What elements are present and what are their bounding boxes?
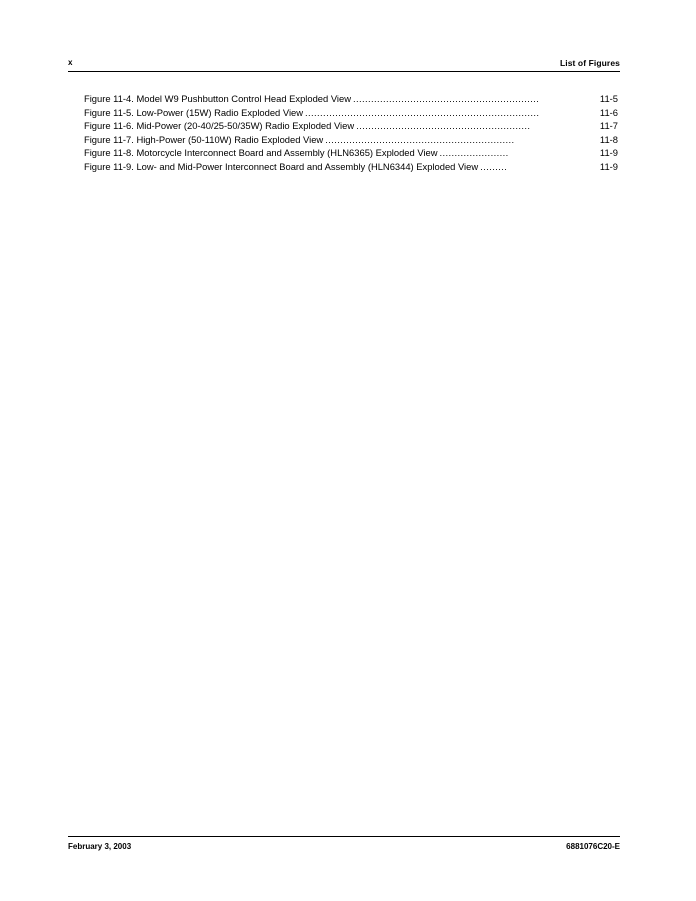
leader-dots: ....................... [439,147,509,159]
figure-title: Figure 11-5. Low-Power (15W) Radio Exploded View [84,106,304,118]
figure-page: 11-6 [599,106,618,118]
figure-page: 11-7 [599,120,618,132]
footer-document-number: 6881076C20-E [566,842,620,851]
figure-page: 11-9 [599,160,618,172]
footer-date: February 3, 2003 [68,842,132,851]
header-row [68,58,620,71]
figure-title: Figure 11-6. Mid-Power (20-40/25-50/35W) Radio Exploded View [84,120,355,132]
footer-row [68,837,620,853]
leader-dots: ......... [480,160,508,172]
figure-page: 11-5 [599,93,618,104]
figure-title: Figure 11-7. High-Power (50-110W) Radio Exploded View [84,133,324,145]
section-title: List of Figures [559,58,620,68]
figure-title: Figure 11-4. Model W9 Pushbutton Control Head Exploded View [84,93,351,104]
leader-dots: .............................................................................. [305,106,540,118]
figure-page: 11-8 [599,133,618,145]
leader-dots: .............................................................. [353,93,540,104]
page-footer [68,836,620,853]
list-item[interactable] [84,146,618,160]
list-item[interactable] [84,160,618,174]
list-item[interactable] [84,133,618,147]
list-item[interactable] [84,92,618,106]
page-number: x [68,58,73,67]
list-of-figures [84,92,618,174]
leader-dots: .......................................................... [356,120,531,132]
figure-page: 11-9 [599,147,618,159]
figure-title: Figure 11-9. Low- and Mid-Power Interconnect Board and Assembly (HLN6344) Exploded View [84,160,479,172]
leader-dots: ............................................................... [325,133,515,145]
list-item[interactable] [84,106,618,120]
page-header [68,58,620,78]
list-item[interactable] [84,119,618,133]
figure-title: Figure 11-8. Motorcycle Interconnect Board and Assembly (HLN6365) Exploded View [84,147,438,159]
header-divider [68,71,620,72]
